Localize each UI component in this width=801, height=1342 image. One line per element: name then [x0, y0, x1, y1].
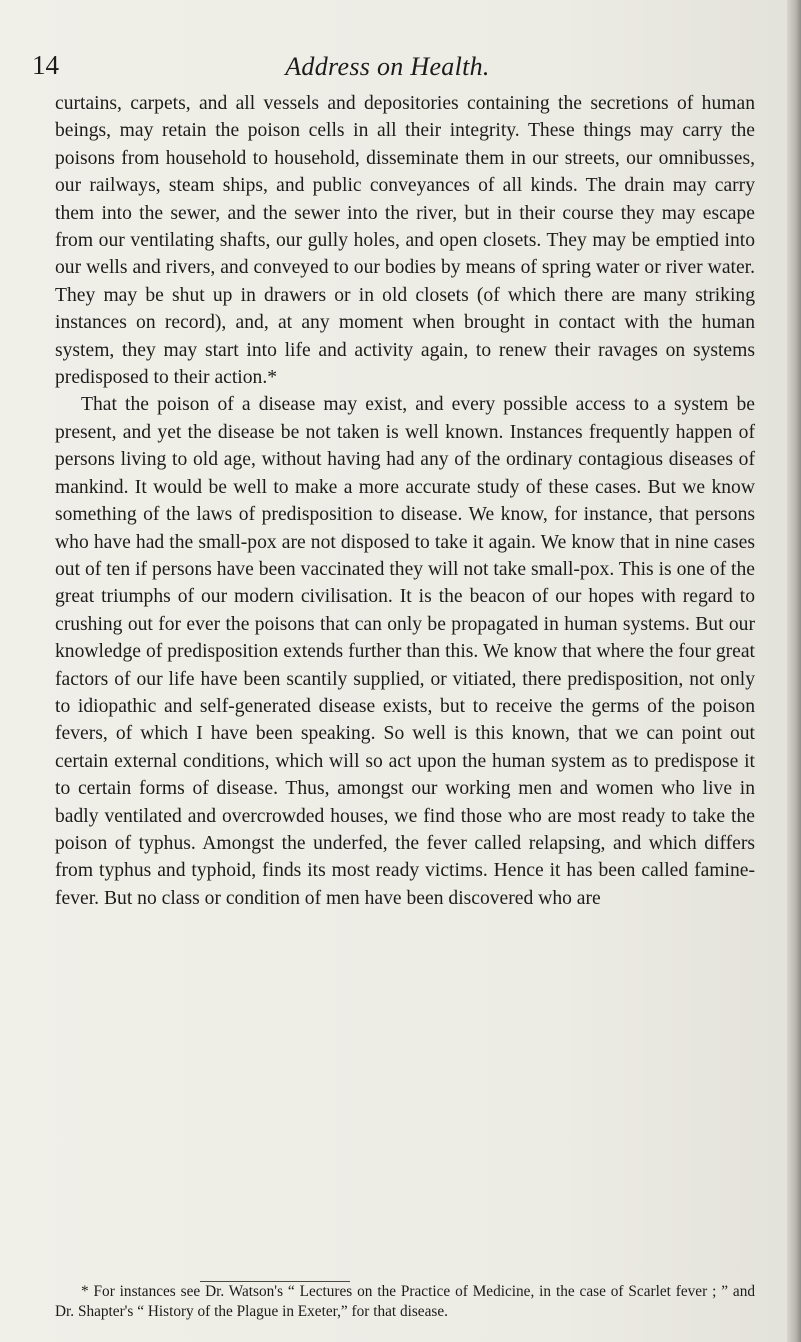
footnote: * For instances see Dr. Watson's “ Lectures on the Practice of Medicine, in the case of Scarlet fever ; ” and Dr. Shapter's “ History of the Plague in Exeter,” for that disease. — [55, 1283, 755, 1320]
paragraph-continuation: curtains, carpets, and all vessels and depositories containing the secretions of human beings, may retain the poison cells in all their integrity. These things may carry the poisons from household to household, disseminate them in our streets, our omnibusses, our railways, steam ships, and public conveyances of all kinds. The drain may carry them into the sewer, and the sewer into the river, but in their course they may escape from our ventilating shafts, our gully holes, and open closets. They may be emptied into our wells and rivers, and conveyed to our bodies by means of spring water or river water. They may be shut up in drawers or in old closets (of which there are many striking instances on record), and, at any moment when brought in contact with the human system, they may start into life and activity again, to renew their ravages on systems predisposed to their action.* — [55, 93, 755, 389]
page-edge-shadow — [787, 0, 801, 1342]
page-number: 14 — [32, 50, 59, 80]
paragraph: That the poison of a disease may exist, and every possible access to a system be present, and yet the disease be not taken is well known. Instances frequently happen of persons living to old age, without having had any of the ordinary contagious diseases of mankind. It would be well to make a more accurate study of these cases. But we know something of the laws of predisposition to disease. We know, for instance, that persons who have had the small-pox are not disposed to take it again. We know that in nine cases out of ten if persons have been vaccinated they will not take small-pox. This is one of the great triumphs of our modern civilisation. It is the beacon of our hopes with regard to crushing out for ever the poisons that can only be propagated in human systems. But our knowledge of predisposition extends further than this. We know that where the four great factors of our life have been scantily supplied, or vitiated, there predisposition, not only to idiopathic and self-generated disease exists, but to receive the germs of the poison fevers, of which I have been speaking. So well is this known, that we can point out certain external conditions, which will so act upon the human system as to predispose it to certain forms of disease. Thus, amongst our working men and women who live in badly ventilated and overcrowded houses, we find those who are most ready to take the poison of typhus. Amongst the underfed, the fever called relapsing, and which differs from typhus and typhoid, finds its most ready victims. Hence it has been called famine-fever. But no class or condition of men have been discovered who are — [55, 394, 755, 909]
running-title: Address on Health. — [285, 52, 490, 81]
page-header — [32, 46, 743, 82]
body-text — [55, 90, 755, 912]
